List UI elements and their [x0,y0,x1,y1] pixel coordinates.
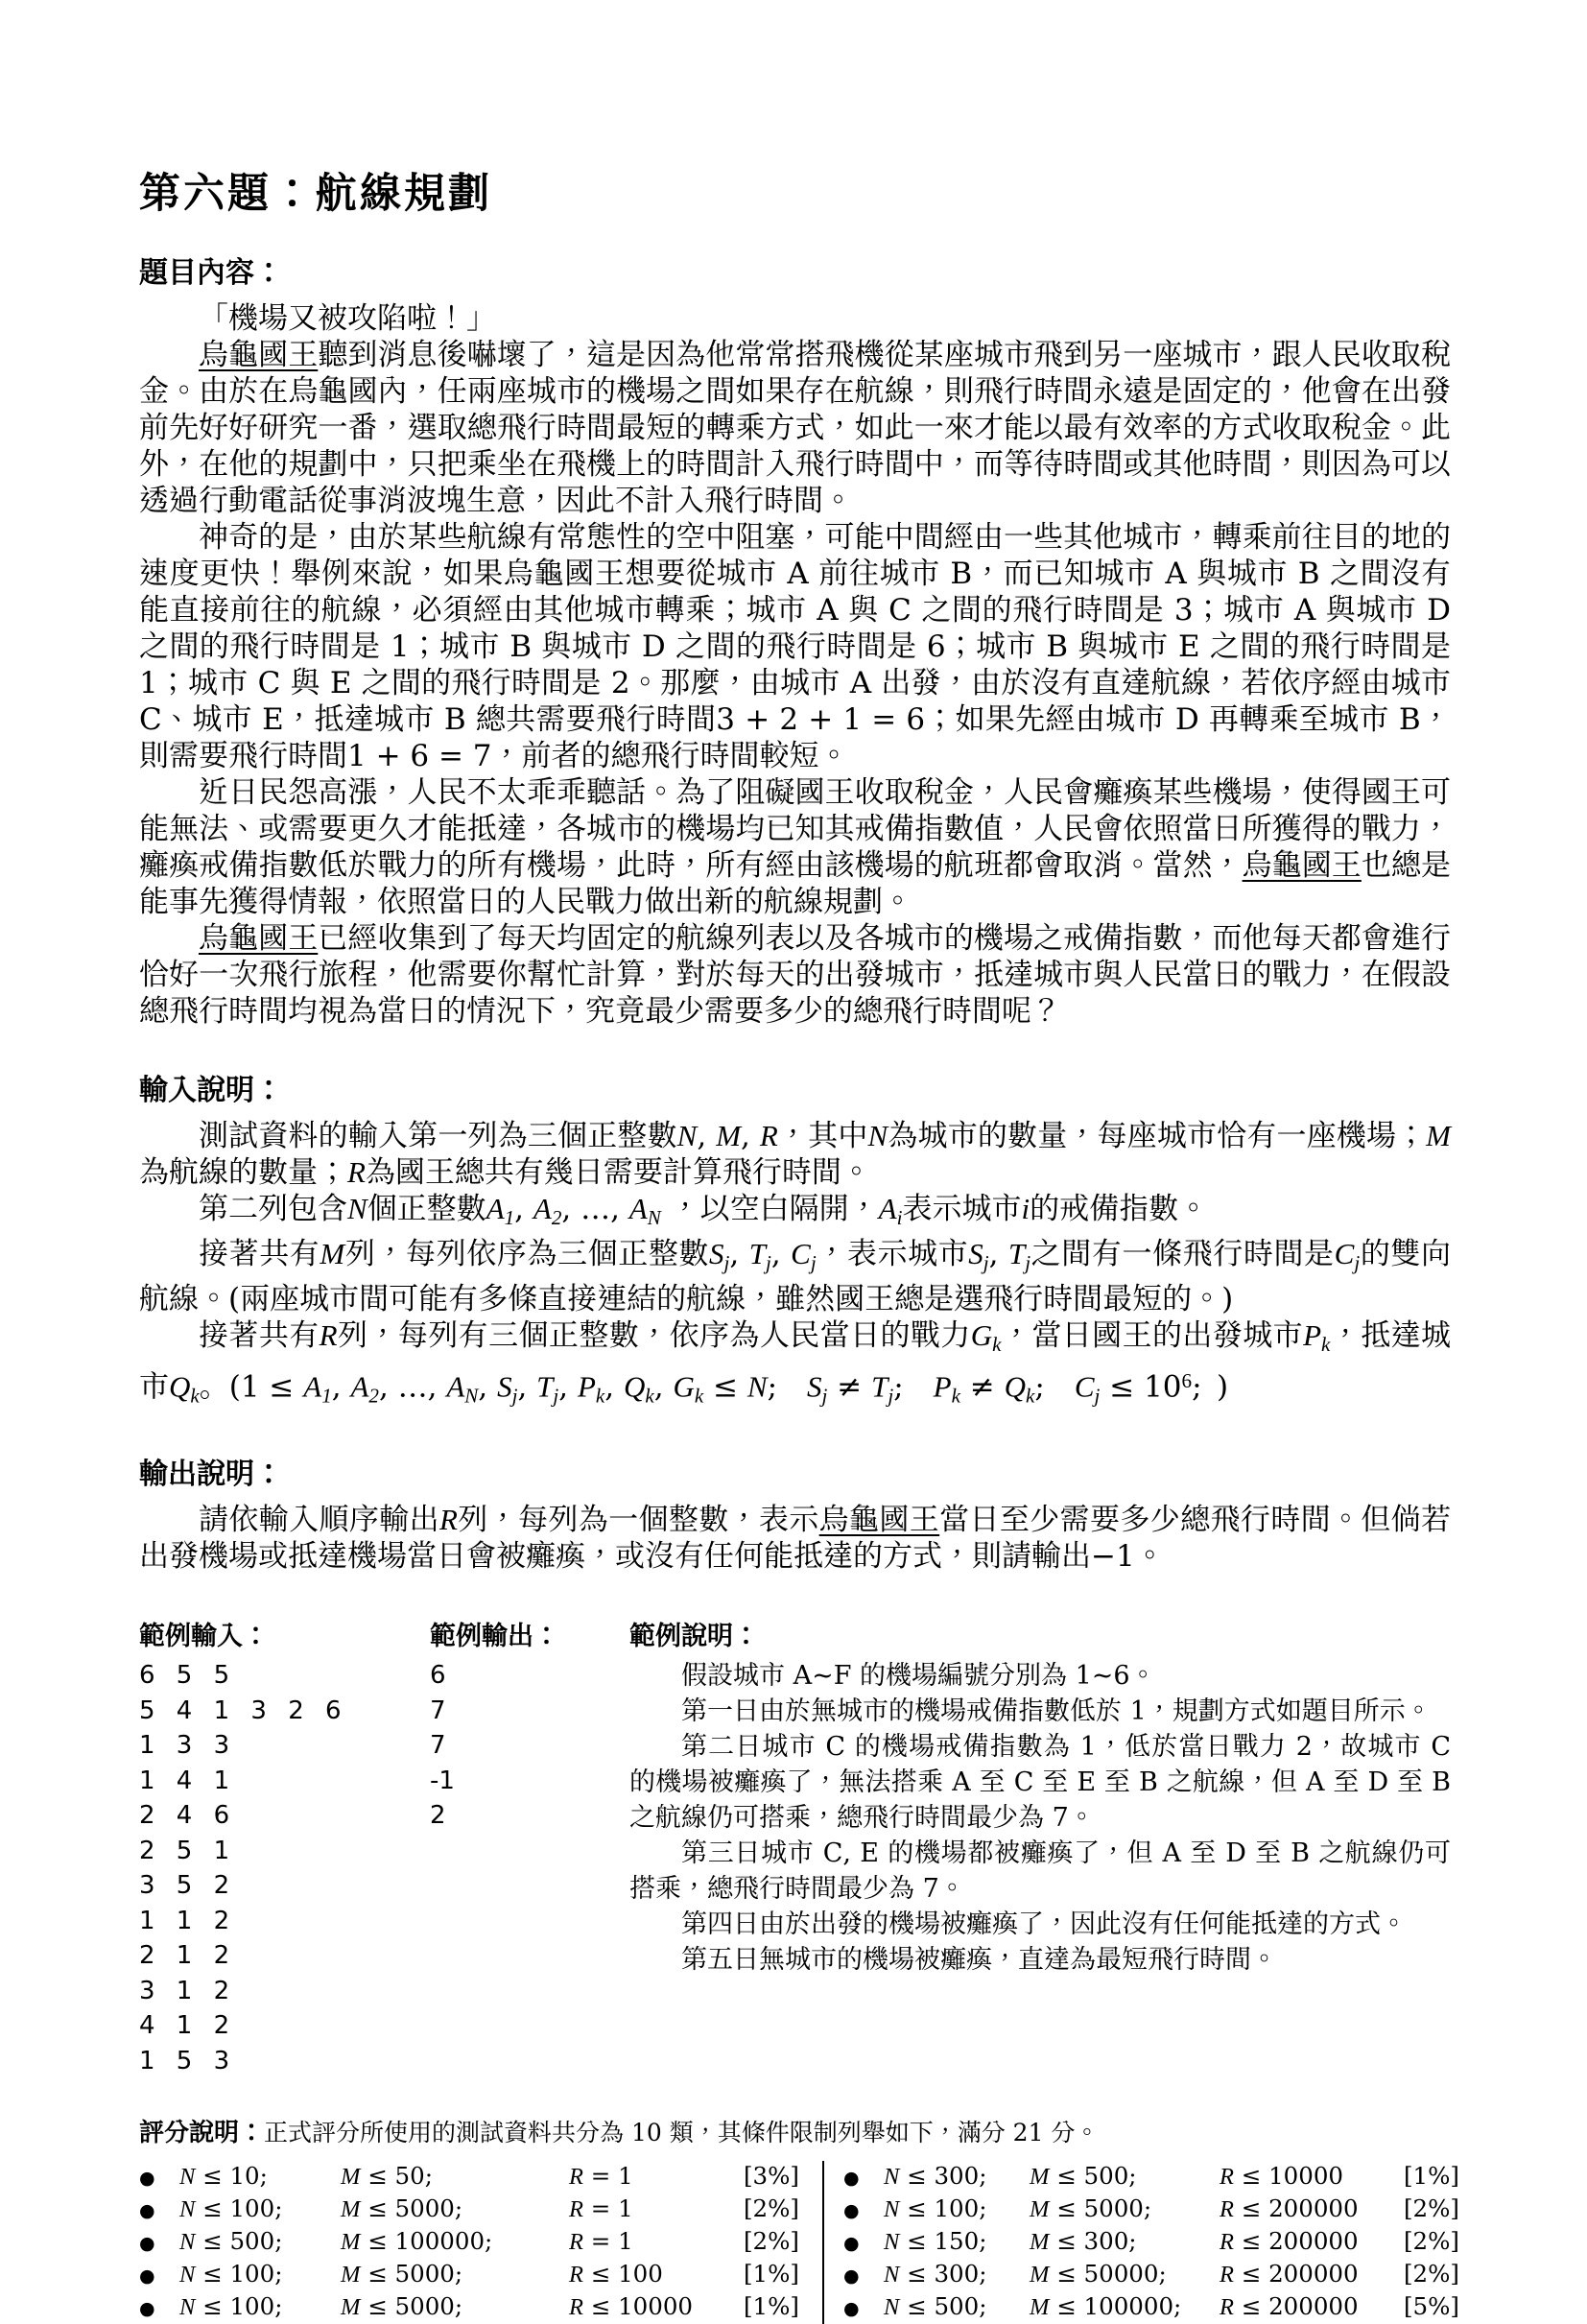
score-pct: [2%] [1404,2227,1459,2256]
sample-input-label: 範例輸入： [139,1622,269,1652]
score-item [139,2291,822,2324]
score-pct: [1%] [1404,2162,1459,2191]
score-m: M ≤ 300; [1030,2227,1137,2256]
sample-input-line: 3 1 2 [139,1976,230,2005]
bullet-icon: ● [843,2200,860,2222]
score-n: N ≤ 500; [179,2227,283,2256]
output-paragraph-1: 請依輸入順序輸出R列，每列為一個整數，表示烏龜國王當日至少需要多少總飛行時間。但倘若出發機場或抵達機場當日會被癱瘓，或沒有任何能抵達的方式，則請輸出−1。 [139,1503,1452,1575]
score-pct: [2%] [744,2227,799,2256]
score-item [843,2291,1459,2324]
score-r: R ≤ 200000 [1220,2292,1359,2321]
score-pct: [1%] [744,2292,799,2321]
score-r: R ≤ 200000 [1220,2260,1359,2288]
explanation-paragraph-1: 假設城市 A~F 的機場編號分別為 1~6。 [681,1661,1156,1692]
score-r: R ≤ 200000 [1220,2194,1359,2223]
statement-paragraph-4: 烏龜國王已經收集到了每天均固定的航線列表以及各城市的機場之戒備指數，而他每天都會進行恰好一次飛行旅程，他需要你幫忙計算，對於每天的出發城市，抵達城市與人民當日的戰力，在假設總飛行時間均視為當日的情況下，究竟最少需要多少的總飛行時間呢？ [139,921,1452,1029]
scoring-intro [139,2117,1451,2149]
score-n: N ≤ 100; [179,2260,283,2288]
sample-output-label: 範例輸出： [430,1622,559,1652]
bullet-icon: ● [139,2200,155,2222]
score-r: R = 1 [569,2194,633,2223]
sample-output-column [430,1615,629,2078]
bullet-icon: ● [843,2168,860,2190]
score-r: R ≤ 10000 [1220,2162,1344,2191]
score-n: N ≤ 500; [884,2292,987,2321]
explanation-paragraph-3: 第二日城市 C 的機場戒備指數為 1，低於當日戰力 2，故城市 C 的機場被癱瘓了，無法搭乘 A 至 C 至 E 至 B 之航線，但 A 至 D 至 B 之航線仍可搭乘，總飛行時間最少為 7。 [629,1732,1451,1834]
score-pct: [3%] [744,2162,799,2191]
score-m: M ≤ 100000; [1030,2292,1182,2321]
score-n: N ≤ 10; [179,2162,268,2191]
sample-input-line: 2 1 2 [139,1941,230,1971]
explanation-paragraph-5: 第四日由於出發的機場被癱瘓了，因此沒有任何能抵達的方式。 [681,1909,1407,1940]
sample-input-line: 2 5 1 [139,1836,230,1865]
score-item [139,2259,822,2291]
scoring-column-left [139,2161,822,2324]
sample-input-line: 3 5 2 [139,1871,230,1901]
score-m: M ≤ 5000; [341,2194,463,2223]
input-paragraph-3: 接著共有M列，每列依序為三個正整數Sj, Tj, Cj，表示城市Sj, Tj之間有一條飛行時間是Cj的雙向航線。(兩座城市間可能有多條直接連結的航線，雖然國王總是選飛行時間最短的。) [139,1236,1452,1316]
score-pct: [2%] [1404,2260,1459,2288]
statement-paragraph-1: 烏龜國王聽到消息後嚇壞了，這是因為他常常搭飛機從某座城市飛到另一座城市，跟人民收取稅金。由於在烏龜國內，任兩座城市的機場之間如果存在航線，則飛行時間永遠是固定的，他會在出發前先好好研究一番，選取總飛行時間最短的轉乘方式，如此一來才能以最有效率的方式收取稅金。此外，在他的規劃中，只把乘坐在飛機上的時間計入飛行時間中，而等待時間或其他時間，則因為可以透過行動電話從事消波塊生意，因此不計入飛行時間。 [139,338,1452,518]
scoring-column-right [822,2161,1459,2324]
bullet-icon: ● [843,2233,860,2255]
statement-paragraph-3: 近日民怨高漲，人民不太乖乖聽話。為了阻礙國王收取稅金，人民會癱瘓某些機場，使得國王可能無法、或需要更久才能抵達，各城市的機場均已知其戒備指數值，人民會依照當日所獲得的戰力，癱瘓戒備指數低於戰力的所有機場，此時，所有經由該機場的航班都會取消。當然，烏龜國王也總是能事先獲得情報，依照當日的人民戰力做出新的航線規劃。 [139,775,1451,919]
score-r: R ≤ 200000 [1220,2227,1359,2256]
score-n: N ≤ 300; [884,2260,987,2288]
input-paragraph-1: 測試資料的輸入第一列為三個正整數N, M, R，其中N為城市的數量，每座城市恰有一座機場；M為航線的數量；R為國王總共有幾日需要計算飛行時間。 [139,1119,1451,1190]
score-pct: [5%] [1404,2292,1459,2321]
statement-paragraph-2: 神奇的是，由於某些航線有常態性的空中阻塞，可能中間經由一些其他城市，轉乘前往目的地的速度更快！舉例來說，如果烏龜國王想要從城市 A 前往城市 B，而已知城市 A 與城市 B 之間沒有能直接前往的航線，必須經由其他城市轉乘；城市 A 與 C 之間的飛行時間是 3；城市 A 與城市 D 之間的飛行時間是 1；城市 B 與城市 D 之間的飛行時間是 6；城市 B 與城市 E 之間的飛行時間是 1；城市 C 與 E 之間的飛行時間是 2。那麼，由城市 A 出發，由於沒有直達航線，若依序經由城市 C、城市 E，抵達城市 B 總共需要飛行時間3 + 2 + 1 = 6；如果先經由城市 D 再轉乘至城市 B，則需要飛行時間1 + 6 = 7，前者的總飛行時間較短。 [139,520,1451,773]
sample-output-line: 7 [430,1696,446,1725]
score-r: R = 1 [569,2162,633,2191]
score-m: M ≤ 100000; [341,2227,493,2256]
score-n: N ≤ 150; [884,2227,987,2256]
score-m: M ≤ 5000; [341,2260,463,2288]
score-m: M ≤ 50; [341,2162,433,2191]
score-item [139,2226,822,2259]
score-item [843,2259,1459,2291]
sample-explanation-column [629,1615,1451,2078]
bullet-icon: ● [139,2233,155,2255]
sample-input-column [139,1615,430,2078]
score-n: N ≤ 100; [179,2292,283,2321]
section-heading-input: 輸入說明： [139,1074,283,1107]
sample-input-line: 1 4 1 [139,1766,230,1795]
input-paragraph-4: 接著共有R列，每列有三個正整數，依序為人民當日的戰力Gk，當日國王的出發城市Pk，抵達城市Qk。(1 ≤ A1, A2, …, AN, Sj, Tj, Pk, Qk, Gk ≤ N; Sj ≠ Tj; Pk ≠ Qk; $Cj \le 10^6$; ) [139,1317,1452,1408]
score-m: M ≤ 5000; [341,2292,463,2321]
explanation-paragraph-4: 第三日城市 C, E 的機場都被癱瘓了，但 A 至 D 至 B 之航線仍可搭乘，總飛行時間最少為 7。 [629,1838,1451,1905]
score-n: N ≤ 300; [884,2162,987,2191]
explanation-paragraph-2: 第一日由於無城市的機場戒備指數低於 1，規劃方式如題目所示。 [681,1696,1432,1727]
bullet-icon: ● [139,2298,155,2320]
score-item [139,2161,822,2194]
score-m: M ≤ 50000; [1030,2260,1167,2288]
score-pct: [2%] [744,2194,799,2223]
section-heading-output: 輸出說明： [139,1458,283,1492]
scoring-intro-text: 正式評分所使用的測試資料共分為 10 類，其條件限制列舉如下，滿分 21 分。 [264,2119,1100,2147]
score-r: R = 1 [569,2227,633,2256]
bullet-icon: ● [139,2168,155,2190]
score-m: M ≤ 5000; [1030,2194,1152,2223]
sample-input-line: 6 5 5 [139,1661,230,1691]
sample-output-line: 2 [430,1801,446,1831]
sample-input-line: 1 5 3 [139,2046,230,2075]
bullet-icon: ● [139,2265,155,2288]
sample-output-line: 7 [430,1731,446,1761]
statement-quote-line: 「機場又被攻陷啦！」 [199,301,496,336]
score-m: M ≤ 500; [1030,2162,1137,2191]
score-n: N ≤ 100; [884,2194,987,2223]
score-item [843,2194,1459,2226]
scoring-label: 評分說明： [139,2119,265,2148]
sample-explanation-label: 範例說明： [629,1622,759,1652]
input-paragraph-2: 第二列包含N個正整數A1, A2, …, AN ，以空白隔開，Ai表示城市i的戒備指數。 [199,1192,1209,1229]
section-heading-statement: 題目內容： [139,256,283,290]
score-n: N ≤ 100; [179,2194,283,2223]
bullet-icon: ● [843,2265,860,2288]
score-pct: [2%] [1404,2194,1459,2223]
explanation-paragraph-6: 第五日無城市的機場被癱瘓，直達為最短飛行時間。 [681,1945,1277,1976]
problem-title: 第六題：航線規劃 [139,170,492,218]
sample-output-line: -1 [430,1766,455,1795]
sample-input-line: 1 1 2 [139,1906,230,1935]
samples-section [139,1615,1451,2078]
sample-input-line: 1 3 3 [139,1731,230,1761]
sample-input-line: 5 4 1 3 2 6 [139,1696,342,1725]
score-r: R ≤ 10000 [569,2292,694,2321]
sample-input-line: 2 4 6 [139,1801,230,1831]
bullet-icon: ● [843,2298,860,2320]
sample-output-line: 6 [430,1661,446,1691]
scoring-section [139,2117,1459,2324]
score-item [843,2226,1459,2259]
score-r: R ≤ 100 [569,2260,663,2288]
sample-input-line: 4 1 2 [139,2011,230,2041]
score-pct: [1%] [744,2260,799,2288]
score-item [843,2161,1459,2194]
score-item [139,2194,822,2226]
scoring-columns [139,2161,1459,2324]
